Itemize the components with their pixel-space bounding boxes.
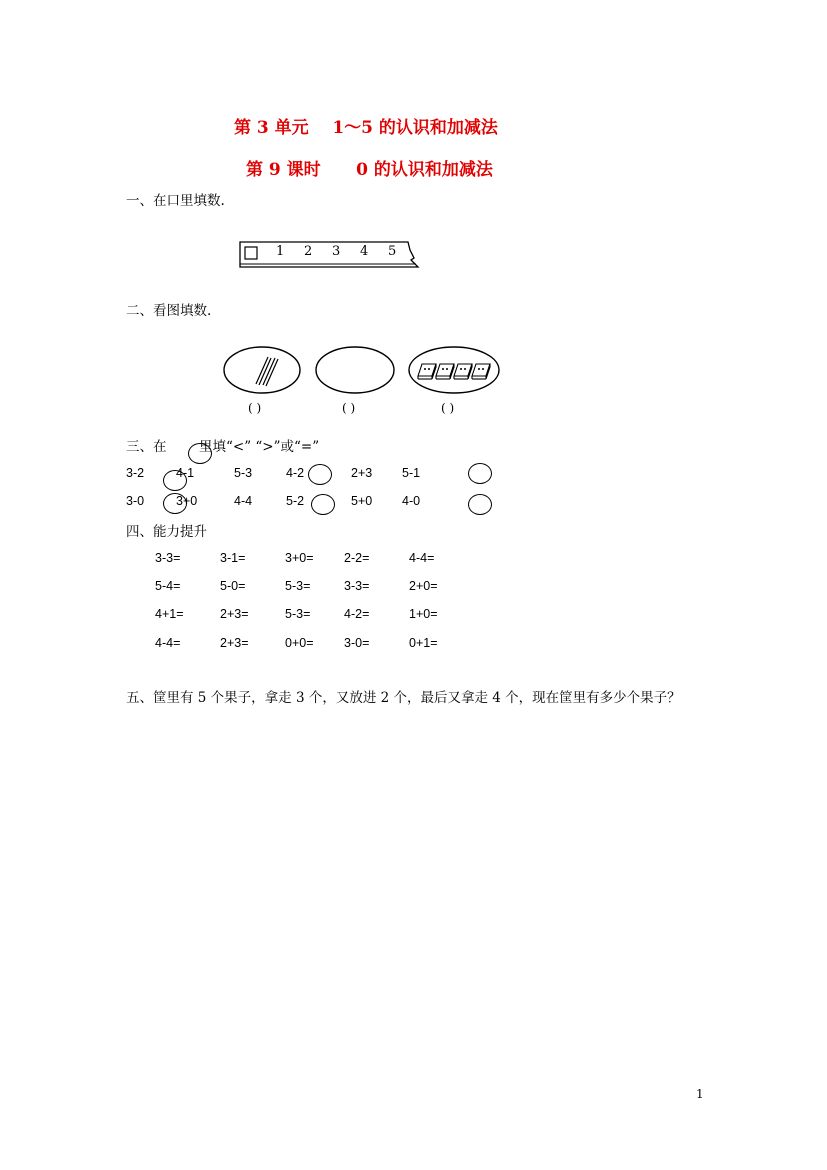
answer-paren[interactable]: ( ) xyxy=(248,401,262,415)
compare-expression: 4-0 xyxy=(402,494,421,508)
compare-expression: 4-2 xyxy=(286,466,305,480)
page-number: 1 xyxy=(696,1087,704,1101)
practice-equation[interactable]: 4+1= xyxy=(155,607,184,621)
ruler-label: 3 xyxy=(332,244,341,259)
compare-circle[interactable] xyxy=(163,493,187,514)
empty-oval xyxy=(315,346,395,396)
compare-circle[interactable] xyxy=(468,463,492,484)
practice-equation[interactable]: 2+0= xyxy=(409,579,438,593)
practice-equation[interactable]: 5-0= xyxy=(220,579,246,593)
answer-paren[interactable]: ( ) xyxy=(342,401,356,415)
practice-equation[interactable]: 1+0= xyxy=(409,607,438,621)
section3-heading-prefix: 三、在 xyxy=(126,439,167,455)
unit-title: 第 3 单元 1～5 的认识和加减法 xyxy=(234,118,498,138)
section2-heading: 二、看图填数. xyxy=(126,303,212,319)
ruler-label: 2 xyxy=(304,244,313,259)
section1-heading: 一、在口里填数. xyxy=(126,193,225,209)
compare-expression: 4-4 xyxy=(234,494,253,508)
practice-equation[interactable]: 3-1= xyxy=(220,551,246,565)
practice-equation[interactable]: 5-4= xyxy=(155,579,181,593)
section3-heading-suffix: 里填“<” “>”或“=” xyxy=(199,439,320,455)
practice-equation[interactable]: 3-3= xyxy=(155,551,181,565)
compare-expression: 5-2 xyxy=(286,494,305,508)
compare-expression: 3+0 xyxy=(176,494,198,508)
ruler-label: 1 xyxy=(276,244,285,259)
compare-expression: 5-1 xyxy=(402,466,421,480)
practice-equation[interactable]: 2+3= xyxy=(220,607,249,621)
compare-expression: 3-0 xyxy=(126,494,145,508)
practice-equation[interactable]: 4-2= xyxy=(344,607,370,621)
practice-equation[interactable]: 3+0= xyxy=(285,551,314,565)
practice-equation[interactable]: 4-4= xyxy=(155,636,181,650)
practice-equation[interactable]: 3-3= xyxy=(344,579,370,593)
section5-question: 五、筐里有 5 个果子，拿走 3 个，又放进 2 个，最后又拿走 4 个，现在筐里有多少个果子？ xyxy=(126,690,681,706)
practice-equation[interactable]: 5-3= xyxy=(285,607,311,621)
compare-expression: 2+3 xyxy=(351,466,373,480)
compare-circle[interactable] xyxy=(308,464,332,485)
section4-heading: 四、能力提升 xyxy=(126,524,207,540)
practice-equation[interactable]: 2+3= xyxy=(220,636,249,650)
oval-with-blocks xyxy=(408,346,502,396)
practice-equation[interactable]: 0+1= xyxy=(409,636,438,650)
compare-expression: 4-1 xyxy=(176,466,195,480)
ruler-label: 5 xyxy=(388,244,397,259)
oval-with-sticks xyxy=(223,346,303,396)
compare-circle[interactable] xyxy=(163,470,187,491)
compare-circle[interactable] xyxy=(311,494,335,515)
ruler-label: 4 xyxy=(360,244,369,259)
compare-expression: 5-3 xyxy=(234,466,253,480)
compare-expression: 3-2 xyxy=(126,466,145,480)
practice-equation[interactable]: 2-2= xyxy=(344,551,370,565)
heading-circle-icon xyxy=(188,443,212,464)
lesson-title: 第 9 课时 0 的认识和加减法 xyxy=(246,160,493,180)
answer-paren[interactable]: ( ) xyxy=(441,401,455,415)
compare-expression: 5+0 xyxy=(351,494,373,508)
practice-equation[interactable]: 4-4= xyxy=(409,551,435,565)
practice-equation[interactable]: 3-0= xyxy=(344,636,370,650)
compare-circle[interactable] xyxy=(468,494,492,515)
practice-equation[interactable]: 0+0= xyxy=(285,636,314,650)
practice-equation[interactable]: 5-3= xyxy=(285,579,311,593)
